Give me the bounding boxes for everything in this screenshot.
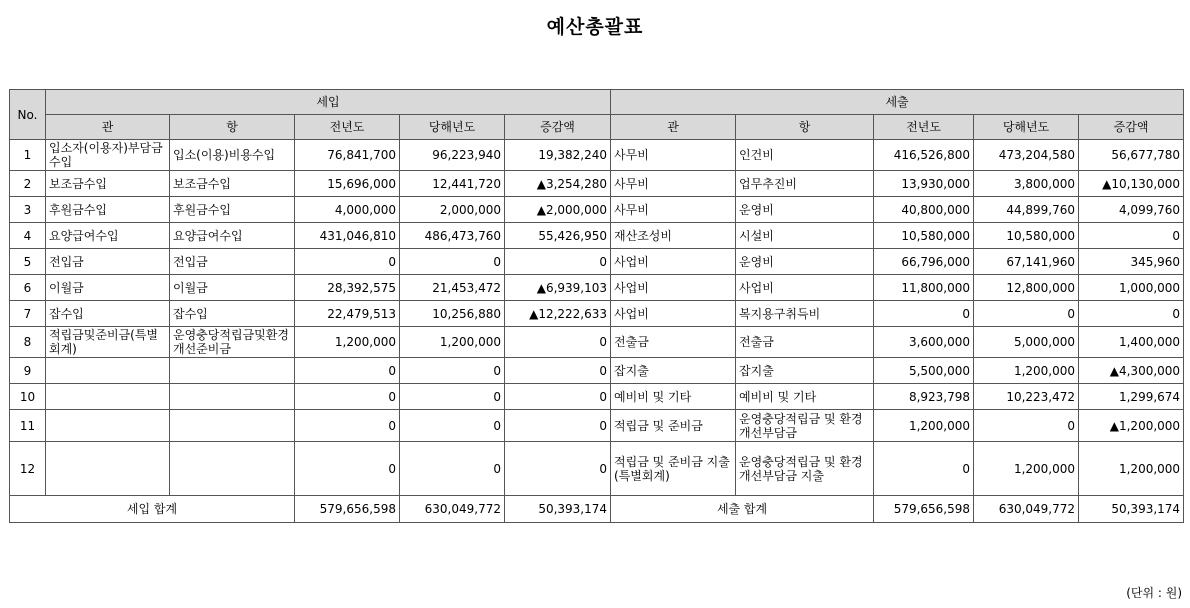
expense-curr: 10,580,000 (974, 223, 1079, 249)
page-title: 예산총괄표 (546, 16, 644, 38)
table-row (10, 275, 1184, 301)
expense-diff: 1,299,674 (1079, 384, 1184, 410)
income-curr: 96,223,940 (400, 140, 505, 171)
expense-total-label: 세출 합계 (611, 496, 874, 523)
income-curr: 21,453,472 (400, 275, 505, 301)
income-prev: 76,841,700 (295, 140, 400, 171)
table-row (10, 140, 1184, 171)
row-no: 5 (10, 249, 46, 275)
income-prev: 1,200,000 (295, 327, 400, 358)
income-hang: 운영충당적립금및환경개선준비금 (170, 327, 295, 358)
income-prev: 0 (295, 384, 400, 410)
row-no: 3 (10, 197, 46, 223)
expense-hang: 운영충당적립금 및 환경개선부담금 지출 (736, 442, 874, 496)
header-income-gwan: 관 (46, 115, 170, 140)
income-diff: 55,426,950 (505, 223, 611, 249)
header-income-hang: 항 (170, 115, 295, 140)
table-row (10, 301, 1184, 327)
expense-diff: ▲10,130,000 (1079, 171, 1184, 197)
row-no: 12 (10, 442, 46, 496)
income-curr: 486,473,760 (400, 223, 505, 249)
income-curr: 12,441,720 (400, 171, 505, 197)
income-diff: ▲6,939,103 (505, 275, 611, 301)
header-income-prev: 전년도 (295, 115, 400, 140)
income-hang: 입소(이용)비용수입 (170, 140, 295, 171)
income-gwan: 전입금 (46, 249, 170, 275)
header-expense-gwan: 관 (611, 115, 736, 140)
income-total-curr: 630,049,772 (400, 496, 505, 523)
expense-prev: 0 (874, 301, 974, 327)
row-no: 9 (10, 358, 46, 384)
income-hang: 후원금수입 (170, 197, 295, 223)
expense-curr: 67,141,960 (974, 249, 1079, 275)
total-row (10, 496, 1184, 523)
income-curr: 0 (400, 358, 505, 384)
expense-hang: 운영비 (736, 197, 874, 223)
header-income-diff: 증감액 (505, 115, 611, 140)
income-gwan: 후원금수입 (46, 197, 170, 223)
expense-diff: 345,960 (1079, 249, 1184, 275)
income-prev: 28,392,575 (295, 275, 400, 301)
table-row (10, 384, 1184, 410)
row-no: 8 (10, 327, 46, 358)
table-row (10, 358, 1184, 384)
expense-gwan: 적립금 및 준비금 지출(특별회계) (611, 442, 736, 496)
income-diff: 0 (505, 249, 611, 275)
income-total-prev: 579,656,598 (295, 496, 400, 523)
expense-diff: ▲4,300,000 (1079, 358, 1184, 384)
expense-prev: 0 (874, 442, 974, 496)
budget-summary-table (9, 89, 1184, 523)
expense-prev: 66,796,000 (874, 249, 974, 275)
expense-hang: 운영비 (736, 249, 874, 275)
table-row (10, 442, 1184, 496)
expense-prev: 5,500,000 (874, 358, 974, 384)
income-curr: 0 (400, 249, 505, 275)
row-no: 7 (10, 301, 46, 327)
expense-prev: 1,200,000 (874, 410, 974, 442)
expense-hang: 잡지출 (736, 358, 874, 384)
header-expense: 세출 (611, 90, 1184, 115)
income-hang: 이월금 (170, 275, 295, 301)
income-diff: 0 (505, 358, 611, 384)
expense-curr: 3,800,000 (974, 171, 1079, 197)
income-prev: 431,046,810 (295, 223, 400, 249)
income-gwan: 적립금및준비금(특별회계) (46, 327, 170, 358)
expense-prev: 40,800,000 (874, 197, 974, 223)
income-curr: 0 (400, 442, 505, 496)
expense-hang: 사업비 (736, 275, 874, 301)
income-gwan: 보조금수입 (46, 171, 170, 197)
income-diff: ▲12,222,633 (505, 301, 611, 327)
income-diff: 0 (505, 410, 611, 442)
expense-diff: 1,400,000 (1079, 327, 1184, 358)
table-row (10, 223, 1184, 249)
income-diff: ▲2,000,000 (505, 197, 611, 223)
header-expense-prev: 전년도 (874, 115, 974, 140)
income-hang: 요양급여수입 (170, 223, 295, 249)
header-income-curr: 당해년도 (400, 115, 505, 140)
header-income: 세입 (46, 90, 611, 115)
expense-curr: 12,800,000 (974, 275, 1079, 301)
income-gwan: 이월금 (46, 275, 170, 301)
expense-prev: 10,580,000 (874, 223, 974, 249)
unit-note: (단위 : 원) (1126, 586, 1182, 600)
table-row (10, 249, 1184, 275)
expense-total-curr: 630,049,772 (974, 496, 1079, 523)
row-no: 10 (10, 384, 46, 410)
income-total-diff: 50,393,174 (505, 496, 611, 523)
expense-total-prev: 579,656,598 (874, 496, 974, 523)
row-no: 4 (10, 223, 46, 249)
expense-hang: 예비비 및 기타 (736, 384, 874, 410)
expense-prev: 8,923,798 (874, 384, 974, 410)
income-curr: 2,000,000 (400, 197, 505, 223)
table-row (10, 197, 1184, 223)
expense-prev: 13,930,000 (874, 171, 974, 197)
header-expense-curr: 당해년도 (974, 115, 1079, 140)
table-row (10, 171, 1184, 197)
expense-prev: 416,526,800 (874, 140, 974, 171)
income-hang: 보조금수입 (170, 171, 295, 197)
expense-hang: 운영충당적립금 및 환경개선부담금 (736, 410, 874, 442)
income-gwan: 요양급여수입 (46, 223, 170, 249)
expense-curr: 44,899,760 (974, 197, 1079, 223)
header-no: No. (10, 90, 46, 140)
income-gwan (46, 358, 170, 384)
income-prev: 0 (295, 410, 400, 442)
table-row (10, 410, 1184, 442)
income-curr: 0 (400, 410, 505, 442)
expense-gwan: 전출금 (611, 327, 736, 358)
income-hang (170, 358, 295, 384)
expense-gwan: 사무비 (611, 197, 736, 223)
expense-diff: ▲1,200,000 (1079, 410, 1184, 442)
income-prev: 4,000,000 (295, 197, 400, 223)
expense-curr: 1,200,000 (974, 358, 1079, 384)
expense-hang: 인건비 (736, 140, 874, 171)
income-curr: 1,200,000 (400, 327, 505, 358)
income-prev: 0 (295, 442, 400, 496)
income-prev: 0 (295, 358, 400, 384)
income-total-label: 세입 합계 (10, 496, 295, 523)
expense-hang: 시설비 (736, 223, 874, 249)
income-prev: 0 (295, 249, 400, 275)
income-hang (170, 410, 295, 442)
expense-gwan: 재산조성비 (611, 223, 736, 249)
income-hang (170, 384, 295, 410)
income-diff: 0 (505, 327, 611, 358)
expense-hang: 전출금 (736, 327, 874, 358)
income-gwan (46, 384, 170, 410)
expense-gwan: 사업비 (611, 249, 736, 275)
expense-gwan: 사업비 (611, 275, 736, 301)
expense-diff: 0 (1079, 301, 1184, 327)
expense-gwan: 사무비 (611, 140, 736, 171)
income-diff: ▲3,254,280 (505, 171, 611, 197)
expense-diff: 1,200,000 (1079, 442, 1184, 496)
income-diff: 0 (505, 384, 611, 410)
expense-hang: 업무추진비 (736, 171, 874, 197)
expense-curr: 5,000,000 (974, 327, 1079, 358)
expense-hang: 복지용구취득비 (736, 301, 874, 327)
expense-gwan: 예비비 및 기타 (611, 384, 736, 410)
expense-curr: 0 (974, 410, 1079, 442)
expense-diff: 1,000,000 (1079, 275, 1184, 301)
income-gwan (46, 442, 170, 496)
income-curr: 0 (400, 384, 505, 410)
income-gwan: 입소자(이용자)부담금수입 (46, 140, 170, 171)
expense-diff: 0 (1079, 223, 1184, 249)
expense-curr: 1,200,000 (974, 442, 1079, 496)
expense-curr: 473,204,580 (974, 140, 1079, 171)
row-no: 2 (10, 171, 46, 197)
row-no: 6 (10, 275, 46, 301)
expense-gwan: 사업비 (611, 301, 736, 327)
expense-gwan: 적립금 및 준비금 (611, 410, 736, 442)
income-diff: 0 (505, 442, 611, 496)
row-no: 1 (10, 140, 46, 171)
income-diff: 19,382,240 (505, 140, 611, 171)
expense-diff: 56,677,780 (1079, 140, 1184, 171)
income-gwan (46, 410, 170, 442)
row-no: 11 (10, 410, 46, 442)
income-prev: 15,696,000 (295, 171, 400, 197)
expense-gwan: 사무비 (611, 171, 736, 197)
expense-total-diff: 50,393,174 (1079, 496, 1184, 523)
expense-prev: 11,800,000 (874, 275, 974, 301)
expense-curr: 0 (974, 301, 1079, 327)
income-hang: 잡수입 (170, 301, 295, 327)
header-expense-diff: 증감액 (1079, 115, 1184, 140)
table-row (10, 327, 1184, 358)
income-prev: 22,479,513 (295, 301, 400, 327)
income-gwan: 잡수입 (46, 301, 170, 327)
expense-prev: 3,600,000 (874, 327, 974, 358)
expense-curr: 10,223,472 (974, 384, 1079, 410)
income-hang (170, 442, 295, 496)
header-expense-hang: 항 (736, 115, 874, 140)
expense-gwan: 잡지출 (611, 358, 736, 384)
income-curr: 10,256,880 (400, 301, 505, 327)
income-hang: 전입금 (170, 249, 295, 275)
expense-diff: 4,099,760 (1079, 197, 1184, 223)
